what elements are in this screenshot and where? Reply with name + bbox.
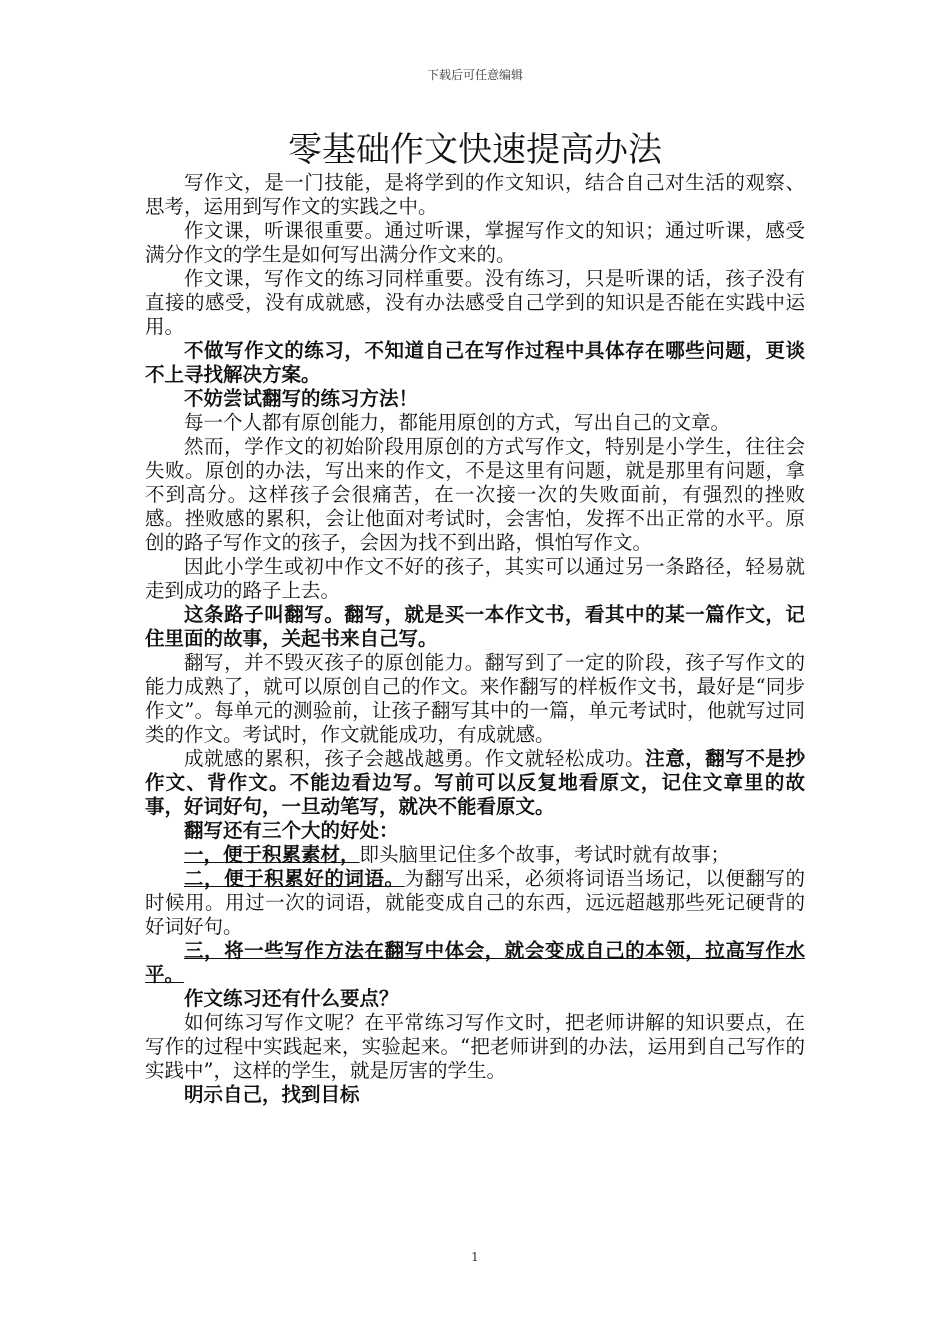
paragraph: 作文课，听课很重要。通过听课，掌握写作文的知识；通过听课，感受满分作文的学生是如何写出满分作文来的。 (145, 219, 805, 266)
paragraph: 作文课，写作文的练习同样重要。没有练习，只是听课的话，孩子没有直接的感受，没有成就感，没有办法感受自己学到的知识是否能在实践中运用。 (145, 267, 805, 338)
document-body (145, 171, 805, 1107)
benefit-item (145, 843, 805, 867)
paragraph: 因此小学生或初中作文不好的孩子，其实可以通过另一条路径，轻易就走到成功的路子上去。 (145, 555, 805, 602)
benefit-label: 三，将一些写作方法在翻写中体会，就会变成自己的本领，拉高写作水平。 (145, 939, 805, 986)
document-title: 零基础作文快速提高办法 (288, 130, 662, 170)
benefit-text: 即头脑里记住多个故事，考试时就有故事； (359, 843, 731, 866)
paragraph: 写作文，是一门技能，是将学到的作文知识，结合自己对生活的观察、思考，运用到写作文的实践之中。 (145, 171, 805, 218)
benefit-label: 一，便于积累素材， (184, 843, 360, 866)
benefit-text: 为翻写出采，必须将词语当场记，以便翻写的时候用。用过一次的词语，就能变成自己的东西，远远超越那些死记硬背的好词好句。 (145, 867, 805, 938)
paragraph: 翻写，并不毁灭孩子的原创能力。翻写到了一定的阶段，孩子写作文的能力成熟了，就可以原创自己的作文。来作翻写的样板作文书，最好是“同步作文”。每单元的测验前，让孩子翻写其中的一篇，单元考试时，他就写过同类的作文。考试时，作文就能成功，有成就感。 (145, 651, 805, 746)
section-heading: 翻写还有三个大的好处： (184, 819, 399, 842)
paragraph: 然而，学作文的初始阶段用原创的方式写作文，特别是小学生，往往会失败。原创的办法，写出来的作文，不是这里有问题，就是那里有问题，拿不到高分。这样孩子会很痛苦，在一次接一次的失败面前，有强烈的挫败感。挫败感的累积，会让他面对考试时，会害怕，发挥不出正常的水平。原创的路子写作文的孩子，会因为找不到出路，惧怕写作文。 (145, 435, 805, 554)
section-heading: 作文练习还有什么要点？ (184, 987, 399, 1010)
benefit-item (145, 867, 805, 939)
benefit-item (145, 939, 805, 987)
emphasis-text: 注意，翻写不是抄作文、背作文。不能边看边写。写前可以反复地看原文，记住文章里的故事，好词好句，一旦动笔写，就决不能看原文。 (145, 747, 805, 818)
bold-paragraph: 不做写作文的练习，不知道自己在写作过程中具体存在哪些问题，更谈不上寻找解决方案。 (145, 339, 805, 386)
paragraph: 如何练习写作文呢？在平常练习写作文时，把老师讲解的知识要点，在写作的过程中实践起来，实验起来。“把老师讲到的办法，运用到自己写作的实践中”，这样的学生，就是厉害的学生。 (145, 1011, 805, 1082)
page-number: 1 (471, 1250, 479, 1264)
paragraph: 每一个人都有原创能力，都能用原创的方式，写出自己的文章。 (184, 411, 731, 434)
section-heading: 明示自己，找到目标 (184, 1083, 360, 1106)
paragraph (145, 747, 805, 819)
bold-paragraph: 这条路子叫翻写。翻写，就是买一本作文书，看其中的某一篇作文，记住里面的故事，关起书来自己写。 (145, 603, 805, 650)
section-heading: 不妨尝试翻写的练习方法！ (184, 387, 419, 410)
page-header: 下载后可任意编辑 (426, 68, 523, 82)
paragraph-text: 成就感的累积，孩子会越战越勇。作文就轻松成功。 (184, 747, 646, 770)
benefit-label: 二，便于积累好的词语。 (184, 867, 405, 890)
